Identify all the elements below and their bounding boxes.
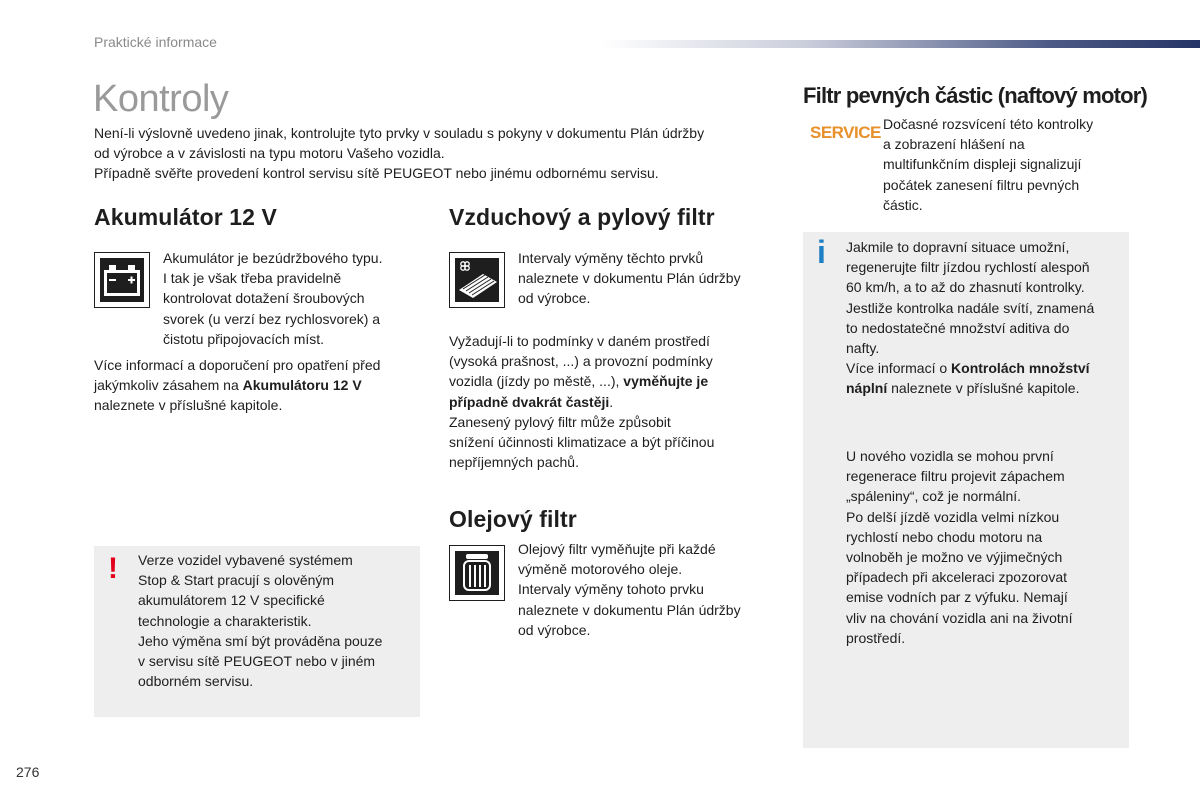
info-line: Jestliže kontrolka nadále svítí, znamená xyxy=(846,299,1095,316)
air-filter-emphasis: vyměňujte je xyxy=(623,373,709,390)
oil-filter-text-line: výměně motorového oleje. xyxy=(518,561,683,578)
particle-filter-text-line: Dočasné rozsvícení této kontrolky xyxy=(883,116,1094,132)
particle-filter-text-line: částic. xyxy=(883,196,923,213)
particle-filter-text-line: multifunkčním displeji signalizují xyxy=(883,156,1082,173)
note-line: emise vodních par z výfuku. Nemají xyxy=(846,589,1068,606)
air-filter-more-text: . xyxy=(609,393,614,410)
oil-filter-text-line: naleznete v dokumentu Plán údržby xyxy=(518,601,741,618)
battery-heading: Akumulátor 12 V xyxy=(94,204,277,230)
info-text xyxy=(846,237,1126,399)
info-text-segment: naleznete v příslušné kapitole. xyxy=(887,380,1080,397)
info-line xyxy=(846,378,1126,398)
particle-filter-info-box xyxy=(803,232,1129,748)
note-line: případech při akceleraci zpozorovat xyxy=(846,569,1068,586)
info-line: regenerujte filtr jízdou rychlostí alespoň xyxy=(846,259,1090,276)
page-title: Kontroly xyxy=(93,78,229,120)
oil-filter-description xyxy=(518,539,788,640)
air-filter-more-line: Vyžadují-li to podmínky v daném prostředí xyxy=(449,333,710,349)
battery-text-line: Akumulátor je bezúdržbového typu. xyxy=(163,250,383,266)
info-icon: i xyxy=(817,234,826,270)
air-filter-emphasis: případně dvakrát častěji xyxy=(449,393,610,410)
air-filter-more-line xyxy=(449,371,779,391)
section-label: Praktické informace xyxy=(94,34,217,50)
air-filter-more-line xyxy=(449,392,779,412)
note-line: regenerace filtru projevit zápachem xyxy=(846,468,1065,485)
intro-line: Není-li výslovně uvedeno jinak, kontrolujte tyto prvky v souladu s pokyny v dokumentu Plán údržby xyxy=(94,125,705,141)
air-filter-icon xyxy=(449,252,505,308)
note-line: vliv na chování vozidla ani na životní xyxy=(846,609,1073,626)
battery-more-info xyxy=(94,355,424,416)
air-filter-description xyxy=(518,248,788,309)
new-vehicle-note xyxy=(846,446,1126,648)
oil-filter-text-line: od výrobce. xyxy=(518,621,591,638)
info-chapter-reference: Kontrolách množství xyxy=(951,360,1090,377)
oil-filter-text-line: Olejový filtr vyměňujte při každé xyxy=(518,541,716,557)
note-line: volnoběh je možno ve výjimečných xyxy=(846,549,1063,566)
air-filter-more-info xyxy=(449,331,779,472)
info-chapter-reference: náplní xyxy=(846,380,888,397)
battery-text-line: kontrolovat dotažení šroubových xyxy=(163,290,365,307)
note-line: rychlostí nebo chodu motoru na xyxy=(846,528,1043,545)
info-line xyxy=(846,358,1126,378)
battery-icon xyxy=(94,252,150,308)
particle-filter-description xyxy=(883,114,1143,215)
page-number: 276 xyxy=(16,764,40,780)
air-filter-text-line: naleznete v dokumentu Plán údržby xyxy=(518,270,741,287)
battery-text-line: I tak je však třeba pravidelně xyxy=(163,270,342,287)
warning-line: akumulátorem 12 V specifické xyxy=(138,592,325,609)
air-filter-more-line: (vysoká prašnost, ...) a provozní podmínky xyxy=(449,353,713,370)
battery-warning-text xyxy=(138,550,414,691)
warning-line: Verze vozidel vybavené systémem xyxy=(138,552,353,568)
intro-line: od výrobce a v závislosti na typu motoru Vašeho vozidla. xyxy=(94,145,445,162)
air-filter-more-line: Zanesený pylový filtr může způsobit xyxy=(449,413,671,430)
battery-more-text: jakýmkoliv zásahem na xyxy=(94,377,243,394)
battery-description xyxy=(163,248,423,349)
warning-line: technologie a charakteristik. xyxy=(138,612,312,629)
oil-filter-heading: Olejový filtr xyxy=(449,506,577,532)
warning-line: v servisu sítě PEUGEOT nebo v jiném xyxy=(138,653,376,670)
air-filter-more-line: snížení účinnosti klimatizace a být příčinou xyxy=(449,434,715,451)
battery-warning-box xyxy=(94,546,420,717)
info-line: to nedostatečné množství aditiva do xyxy=(846,319,1070,336)
warning-line: odborném servisu. xyxy=(138,673,254,690)
info-line: 60 km/h, a to až do zhasnutí kontrolky. xyxy=(846,279,1085,296)
air-filter-text-line: od výrobce. xyxy=(518,290,591,307)
battery-more-line: Více informací a doporučení pro opatření před xyxy=(94,357,381,373)
warning-line: Stop & Start pracují s olověným xyxy=(138,572,335,589)
warning-icon: ! xyxy=(108,552,118,585)
battery-chapter-reference: Akumulátoru 12 V xyxy=(242,377,362,394)
info-text-segment: Více informací o xyxy=(846,360,952,377)
air-filter-heading: Vzduchový a pylový filtr xyxy=(449,204,715,230)
oil-filter-text-line: Intervaly výměny tohoto prvku xyxy=(518,581,704,598)
info-line: nafty. xyxy=(846,340,880,357)
warning-line: Jeho výměna smí být prováděna pouze xyxy=(138,632,383,649)
info-line: Jakmile to dopravní situace umožní, xyxy=(846,239,1070,255)
air-filter-more-text: vozidla (jízdy po městě, ...), xyxy=(449,373,624,390)
oil-filter-icon xyxy=(449,545,505,601)
air-filter-text-line: Intervaly výměny těchto prvků xyxy=(518,250,704,266)
air-filter-more-line: nepříjemných pachů. xyxy=(449,454,579,471)
battery-more-line xyxy=(94,375,424,395)
intro-paragraph xyxy=(94,123,784,184)
particle-filter-text-line: a zobrazení hlášení na xyxy=(883,136,1025,153)
note-line: „spáleniny“, což je normální. xyxy=(846,488,1022,505)
intro-line: Případně svěřte provedení kontrol servisu sítě PEUGEOT nebo jinému odbornému servisu. xyxy=(94,165,659,182)
note-line: Po delší jízdě vozidla velmi nízkou xyxy=(846,508,1060,525)
battery-more-line: naleznete v příslušné kapitole. xyxy=(94,397,283,414)
service-warning-icon: SERVICE xyxy=(810,123,881,142)
header-decorative-bar xyxy=(600,40,1200,48)
particle-filter-heading: Filtr pevných částic (naftový motor) xyxy=(803,83,1148,108)
particle-filter-text-line: počátek zanesení filtru pevných xyxy=(883,176,1080,193)
battery-text-line: čistotu připojovacích míst. xyxy=(163,330,325,347)
note-line: U nového vozidla se mohou první xyxy=(846,448,1054,464)
note-line: prostředí. xyxy=(846,629,906,646)
battery-text-line: svorek (u verzí bez rychlosvorek) a xyxy=(163,310,381,327)
